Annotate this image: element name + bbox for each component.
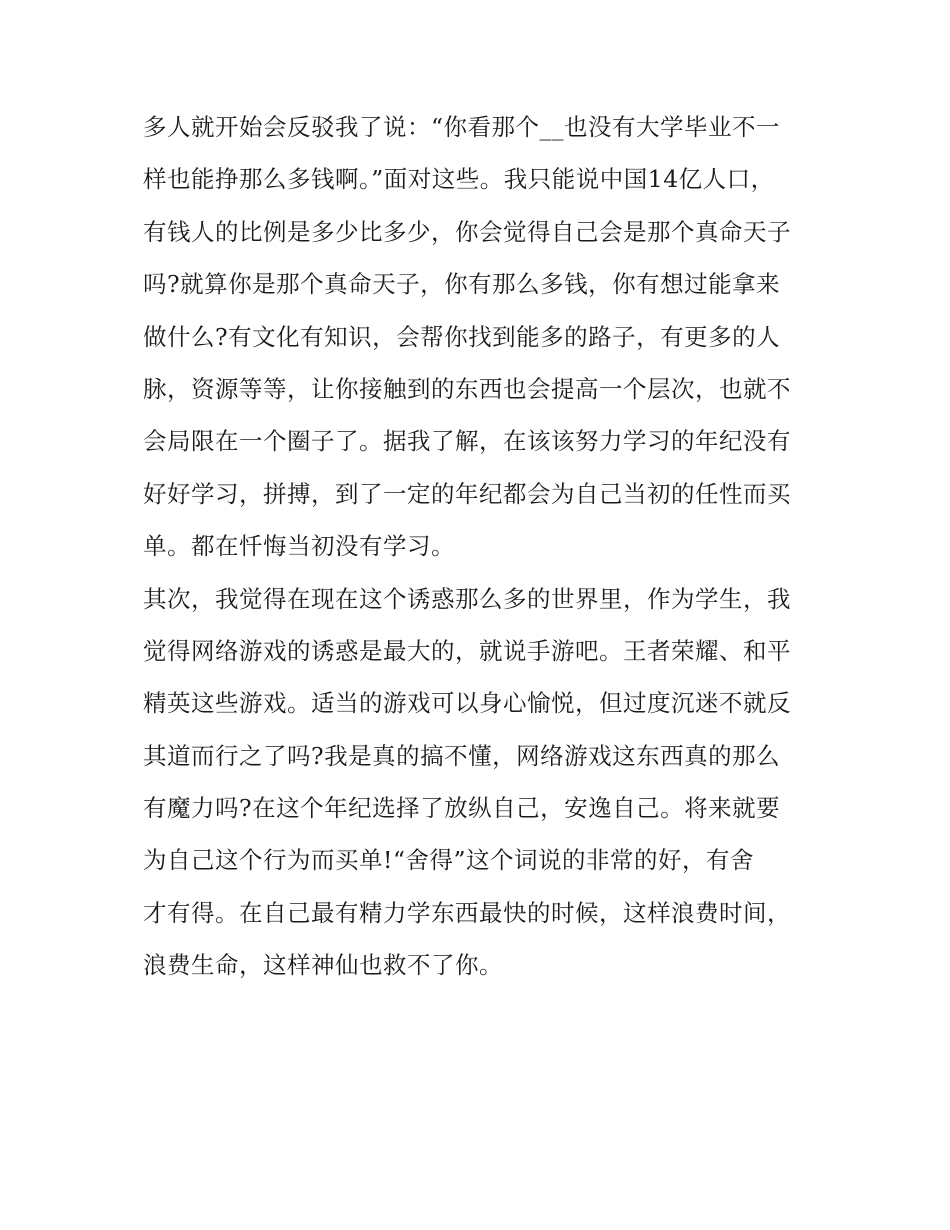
text-line: 觉得网络游戏的诱惑是最大的，就说手游吧。王者荣耀、和平 — [143, 636, 791, 665]
text-line: 有钱人的比例是多少比多少，你会觉得自己会是那个真命天子 — [143, 217, 791, 246]
text-line: 精英这些游戏。适当的游戏可以身心愉悦，但过度沉迷不就反 — [143, 689, 791, 718]
text-line: 吗?就算你是那个真命天子，你有那么多钱，你有想过能拿来 — [143, 270, 781, 299]
text-line: 会局限在一个圈子了。据我了解，在该该努力学习的年纪没有 — [143, 427, 791, 456]
text-line: 单。都在忏悔当初没有学习。 — [143, 532, 455, 561]
text-line: 脉，资源等等，让你接触到的东西也会提高一个层次，也就不 — [143, 374, 791, 403]
text-line: 做什么?有文化有知识，会帮你找到能多的路子，有更多的人 — [143, 322, 781, 351]
text-line: 有魔力吗?在这个年纪选择了放纵自己，安逸自己。将来就要 — [143, 794, 781, 823]
text-line: 才有得。在自己最有精力学东西最快的时候，这样浪费时间， — [143, 898, 791, 927]
text-line: 为自己这个行为而买单!“舍得”这个词说的非常的好，有舍 — [143, 846, 754, 875]
document-body — [143, 101, 815, 992]
text-line: 浪费生命，这样神仙也救不了你。 — [143, 951, 503, 980]
text-line: 多人就开始会反驳我了说：“你看那个__也没有大学毕业不一 — [143, 113, 781, 141]
text-line: 其次，我觉得在现在这个诱惑那么多的世界里，作为学生，我 — [143, 584, 791, 613]
text-line: 好好学习，拼搏，到了一定的年纪都会为自己当初的任性而买 — [143, 479, 791, 508]
text-line: 样也能挣那么多钱啊。”面对这些。我只能说中国14亿人口， — [143, 165, 775, 194]
text-line: 其道而行之了吗?我是真的搞不懂，网络游戏这东西真的那么 — [143, 741, 781, 770]
